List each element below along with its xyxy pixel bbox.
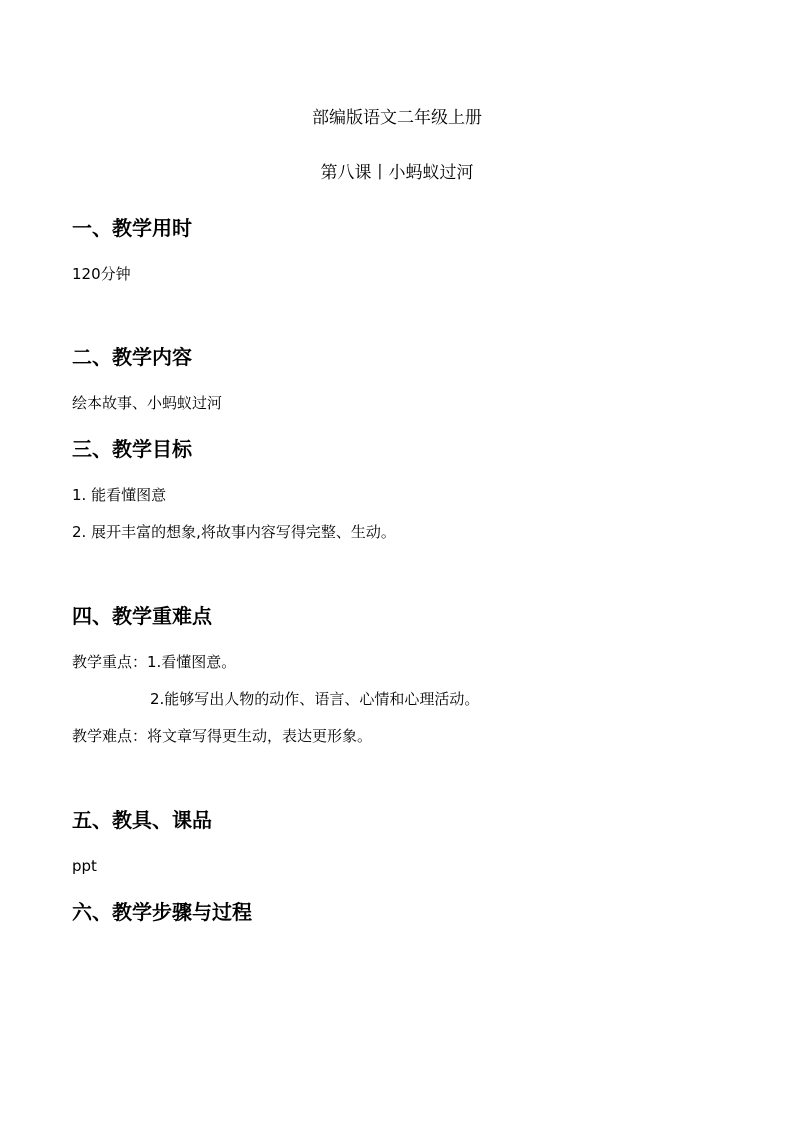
- teaching-time-value: 120分钟: [72, 265, 131, 283]
- section-heading-key-points: 四、教学重难点: [72, 604, 212, 628]
- section-heading-teaching-goals: 三、教学目标: [72, 437, 192, 461]
- key-point-line-2: 2.能够写出人物的动作、语言、心情和心理活动。: [150, 690, 480, 708]
- difficult-point-line: 教学难点：将文章写得更生动，表达更形象。: [72, 727, 373, 745]
- section-heading-teaching-aids: 五、教具、课品: [72, 808, 212, 832]
- section-heading-teaching-time: 一、教学用时: [72, 216, 192, 240]
- lesson-title: 第八课丨小蚂蚁过河: [320, 163, 474, 183]
- goal-item-2: 2. 展开丰富的想象,将故事内容写得完整、生动。: [72, 523, 396, 541]
- document-subtitle: 部编版语文二年级上册: [312, 108, 482, 128]
- key-point-line-1: 教学重点：1.看懂图意。: [72, 653, 237, 671]
- section-heading-teaching-steps: 六、教学步骤与过程: [72, 900, 252, 924]
- goal-item-1: 1. 能看懂图意: [72, 486, 167, 504]
- section-heading-teaching-content: 二、教学内容: [72, 345, 192, 369]
- teaching-aids-value: ppt: [72, 857, 97, 875]
- teaching-content-value: 绘本故事、小蚂蚁过河: [72, 394, 223, 412]
